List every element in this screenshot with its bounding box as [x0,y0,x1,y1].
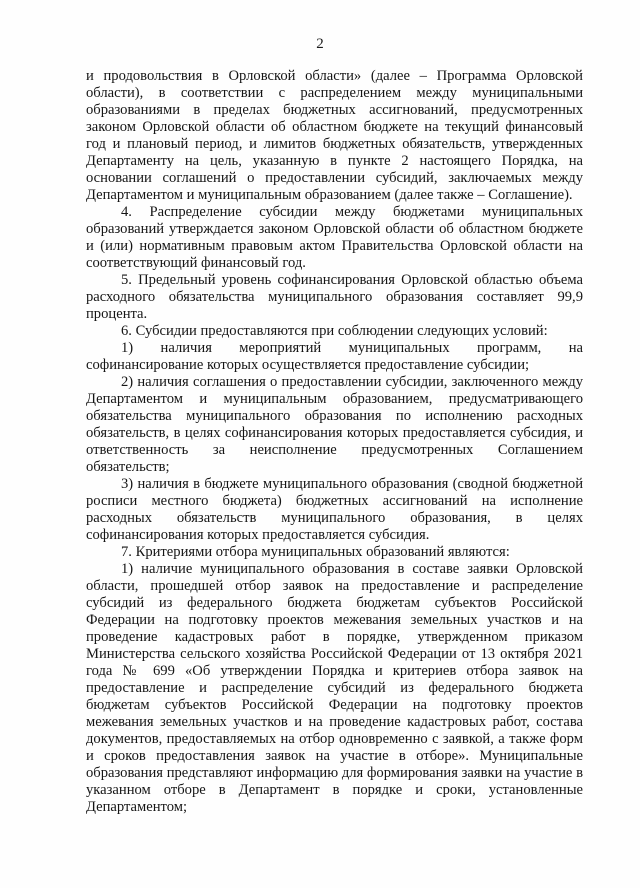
paragraph-item-5: 5. Предельный уровень софинансирования Орловской областью объема расходного обязательства муниципального образования составляет 99,9 процента. [86,272,583,322]
paragraph-item-7-1: 1) наличие муниципального образования в составе заявки Орловской области, прошедшей отбор заявок на предоставление и распределение субсидий из федерального бюджета бюджетам субъектов Российской Федерации на подготовку проектов межевания земельных участков и на проведение кадастровых работ в порядке, утвержденном приказом Министерства сельского хозяйства Российской Федерации от 13 октября 2021 года № 699 «Об утверждении Порядка и критериев отбора заявок на предоставление и распределение субсидий из федерального бюджета бюджетам субъектов Российской Федерации на подготовку проектов межевания земельных участков и на проведение кадастровых работ, состава документов, предоставляемых на отбор одновременно с заявкой, а также форм и сроков предоставления заявок на участие в отборе». Муниципальные образования представляют информацию для формирования заявки на участие в указанном отборе в Департамент в порядке и сроки, установленные Департаментом; [86,561,583,815]
paragraph-continuation: и продовольствия в Орловской области» (далее – Программа Орловской области), в соответствии с распределением между муниципальными образованиями в пределах бюджетных ассигнований, предусмотренных законом Орловской области об областном бюджете на текущий финансовый год и плановый период, и лимитов бюджетных обязательств, утвержденных Департаменту на цель, указанную в пункте 2 настоящего Порядка, на основании соглашений о предоставлении субсидий, заключаемых между Департаментом и муниципальным образованием (далее также – Соглашение). [86,68,583,203]
paragraph-item-4: 4. Распределение субсидии между бюджетами муниципальных образований утверждается законом Орловской области об областном бюджете и (или) нормативным правовым актом Правительства Орловской области на соответствующий финансовый год. [86,204,583,271]
document-body [86,68,583,816]
paragraph-item-6-2: 2) наличия соглашения о предоставлении субсидии, заключенного между Департаментом и муниципальным образованием, предусматривающего обязательства муниципального образования по исполнению расходных обязательств, в целях софинансирования которых предоставляется субсидия, и ответственность за неисполнение предусмотренных Соглашением обязательств; [86,374,583,475]
paragraph-item-7: 7. Критериями отбора муниципальных образований являются: [121,544,510,560]
paragraph-item-6-3: 3) наличия в бюджете муниципального образования (сводной бюджетной росписи местного бюджета) бюджетных ассигнований на исполнение расходных обязательств муниципального образования, в целях софинансирования которых предоставляется субсидия. [86,476,583,543]
paragraph-item-6-1: 1) наличия мероприятий муниципальных программ, на софинансирование которых осуществляется предоставление субсидии; [86,340,583,373]
page-number: 2 [316,36,324,52]
paragraph-item-6: 6. Субсидии предоставляются при соблюдении следующих условий: [121,323,548,339]
